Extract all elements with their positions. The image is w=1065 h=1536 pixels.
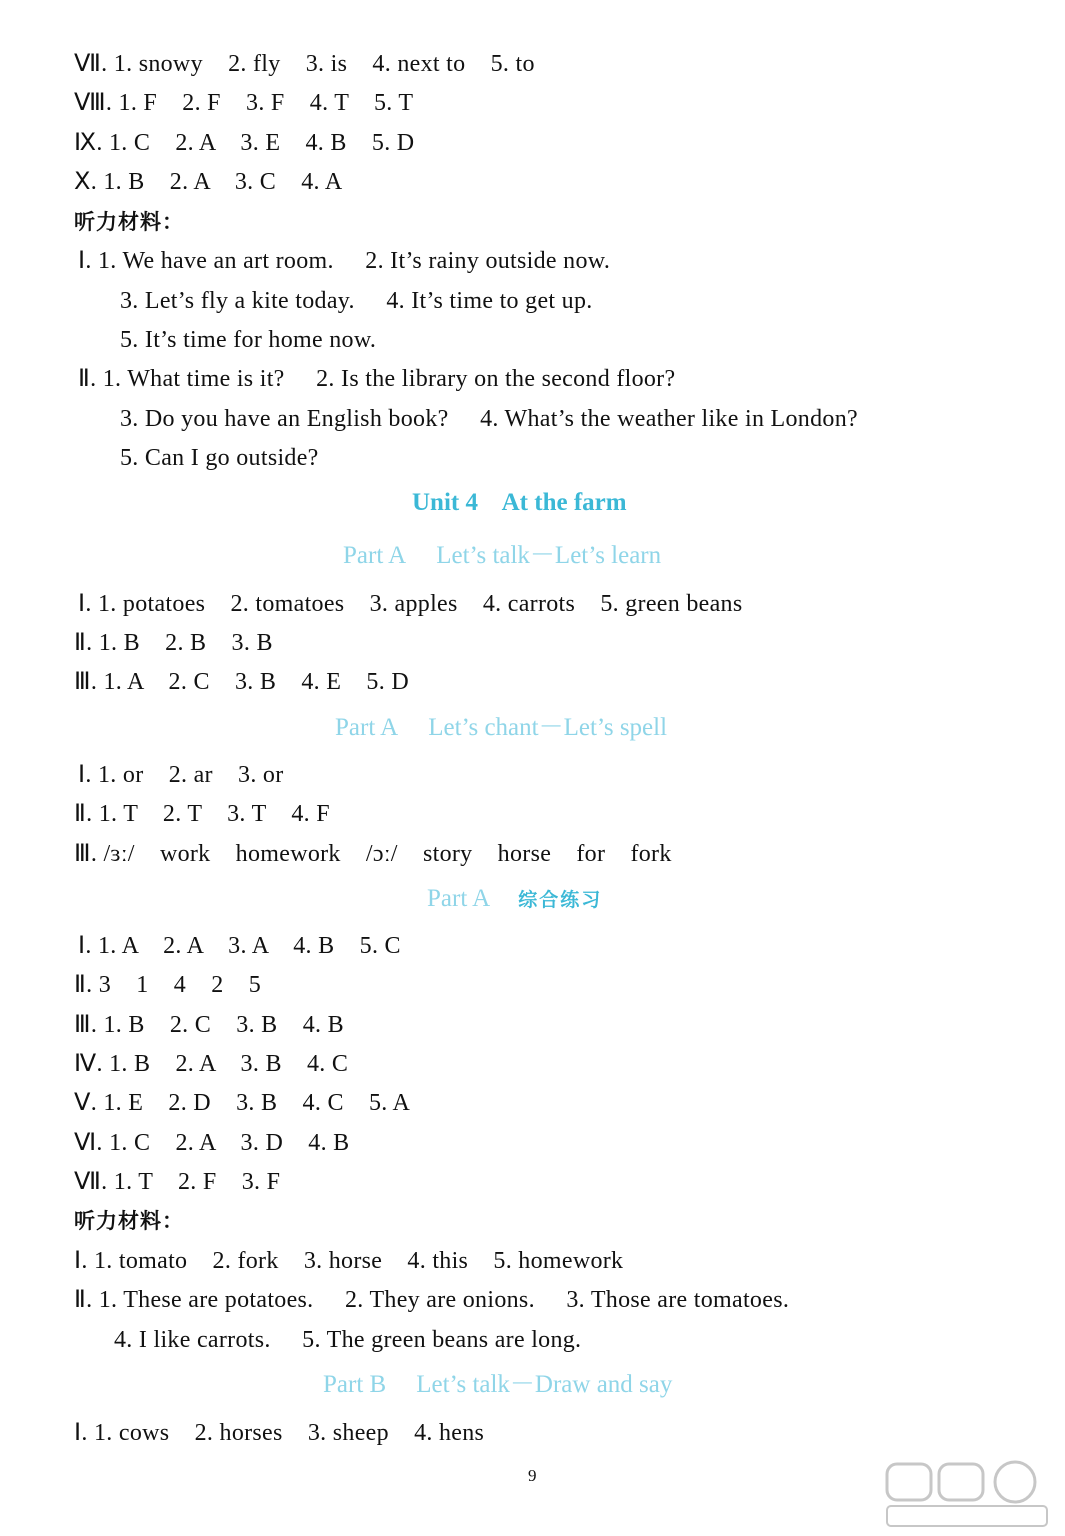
listening-line bbox=[78, 365, 675, 393]
answer-line bbox=[74, 840, 672, 868]
roman-numeral: Ⅵ. bbox=[74, 1130, 103, 1156]
answer-text: 1. B 2. A 3. B 4. C bbox=[109, 1051, 349, 1077]
roman-numeral: Ⅰ. bbox=[78, 248, 92, 274]
answer-text: 1. B 2. C 3. B 4. B bbox=[103, 1012, 344, 1038]
answer-text: 1. potatoes 2. tomatoes 3. apples 4. carrots 5. green beans bbox=[98, 591, 743, 617]
unit-heading bbox=[412, 488, 627, 518]
roman-numeral: Ⅶ. bbox=[74, 1169, 108, 1195]
roman-numeral: Ⅱ. bbox=[74, 630, 93, 656]
part-label: Part A bbox=[427, 885, 491, 912]
listening-line bbox=[78, 247, 610, 275]
answer-line bbox=[78, 590, 742, 618]
listening-line: 4. I like carrots. 5. The green beans are long. bbox=[114, 1327, 582, 1353]
section-heading bbox=[427, 884, 602, 915]
listening-text: 1. These are potatoes. 2. They are onions. 3. Those are tomatoes. bbox=[98, 1287, 790, 1313]
unit-title: At the farm bbox=[501, 489, 627, 516]
answer-line bbox=[78, 761, 284, 789]
answer-text: 1. C 2. A 3. E 4. B 5. D bbox=[108, 130, 415, 156]
part-title: Let’s chant－Let’s spell bbox=[428, 714, 668, 741]
answer-text: 1. or 2. ar 3. or bbox=[98, 762, 284, 788]
answer-text: 1. A 2. C 3. B 4. E 5. D bbox=[103, 669, 409, 695]
answer-line bbox=[74, 168, 342, 196]
section-heading bbox=[343, 541, 661, 571]
roman-numeral: Ⅲ. bbox=[74, 841, 98, 867]
answer-line bbox=[74, 1089, 410, 1117]
answer-text: 1. snowy 2. fly 3. is 4. next to 5. to bbox=[113, 51, 535, 77]
roman-numeral: Ⅱ. bbox=[74, 972, 93, 998]
answer-line bbox=[74, 1419, 484, 1447]
roman-numeral: Ⅰ. bbox=[74, 1420, 88, 1446]
roman-numeral: Ⅱ. bbox=[74, 801, 93, 827]
part-title: Let’s talk－Let’s learn bbox=[436, 542, 662, 569]
answer-line bbox=[74, 50, 535, 78]
listening-line: 3. Let’s fly a kite today. 4. It’s time to get up. bbox=[120, 288, 593, 314]
answer-line bbox=[74, 1129, 350, 1157]
roman-numeral: Ⅶ. bbox=[74, 51, 108, 77]
answer-line bbox=[74, 89, 413, 117]
listening-line bbox=[74, 1247, 623, 1275]
answer-line bbox=[74, 129, 414, 157]
answer-text: /ɜː/ work homework /ɔː/ story horse for fork bbox=[103, 841, 672, 867]
part-label: Part A bbox=[335, 714, 399, 741]
roman-numeral: Ⅱ. bbox=[78, 366, 97, 392]
answer-text: 1. C 2. A 3. D 4. B bbox=[109, 1130, 350, 1156]
roman-numeral: Ⅳ. bbox=[74, 1051, 103, 1077]
part-label: Part B bbox=[323, 1371, 387, 1398]
answer-line bbox=[74, 1011, 344, 1039]
listening-line: 3. Do you have an English book? 4. What’s the weather like in London? bbox=[120, 406, 858, 432]
roman-numeral: Ⅷ. bbox=[74, 90, 113, 116]
roman-numeral: Ⅰ. bbox=[78, 591, 92, 617]
answer-line bbox=[74, 800, 330, 828]
answer-text: 1. T 2. F 3. F bbox=[113, 1169, 281, 1195]
roman-numeral: Ⅱ. bbox=[74, 1287, 93, 1313]
answer-text: 1. B 2. A 3. C 4. A bbox=[103, 169, 343, 195]
answer-text: 3 1 4 2 5 bbox=[98, 972, 262, 998]
answer-text: 1. B 2. B 3. B bbox=[98, 630, 273, 656]
roman-numeral: Ⅴ. bbox=[74, 1090, 98, 1116]
unit-number: Unit 4 bbox=[412, 489, 478, 516]
answer-line bbox=[74, 971, 261, 999]
roman-numeral: Ⅲ. bbox=[74, 669, 98, 695]
listening-text: 1. What time is it? 2. Is the library on the second floor? bbox=[102, 366, 676, 392]
listening-line bbox=[74, 1286, 789, 1314]
roman-numeral: Ⅰ. bbox=[78, 762, 92, 788]
answer-line bbox=[74, 1050, 348, 1078]
answer-line bbox=[78, 932, 401, 960]
answer-line bbox=[74, 668, 409, 696]
roman-numeral: Ⅸ. bbox=[74, 130, 103, 156]
answer-text: 1. A 2. A 3. A 4. B 5. C bbox=[98, 933, 401, 959]
listening-title: 听力材料： bbox=[74, 1209, 184, 1233]
answer-line bbox=[74, 1168, 280, 1196]
answer-line bbox=[74, 629, 273, 657]
part-title: 综合练习 bbox=[518, 889, 603, 911]
roman-numeral: Ⅰ. bbox=[78, 933, 92, 959]
listening-title: 听力材料： bbox=[74, 210, 184, 234]
answer-text: 1. cows 2. horses 3. sheep 4. hens bbox=[94, 1420, 485, 1446]
section-heading bbox=[323, 1370, 672, 1400]
watermark-logo bbox=[883, 1460, 1053, 1530]
part-title: Let’s talk－Draw and say bbox=[416, 1371, 673, 1398]
answer-text: 1. T 2. T 3. T 4. F bbox=[98, 801, 330, 827]
listening-text: 1. We have an art room. 2. It’s rainy outside now. bbox=[98, 248, 611, 274]
listening-text: 1. tomato 2. fork 3. horse 4. this 5. homework bbox=[94, 1248, 624, 1274]
roman-numeral: Ⅹ. bbox=[74, 169, 98, 195]
listening-line: 5. It’s time for home now. bbox=[120, 327, 377, 353]
section-heading bbox=[335, 713, 667, 743]
answer-text: 1. F 2. F 3. F 4. T 5. T bbox=[118, 90, 414, 116]
answer-text: 1. E 2. D 3. B 4. C 5. A bbox=[103, 1090, 411, 1116]
page-number: 9 bbox=[528, 1466, 537, 1485]
part-label: Part A bbox=[343, 542, 407, 569]
roman-numeral: Ⅰ. bbox=[74, 1248, 88, 1274]
roman-numeral: Ⅲ. bbox=[74, 1012, 98, 1038]
listening-line: 5. Can I go outside? bbox=[120, 445, 319, 471]
